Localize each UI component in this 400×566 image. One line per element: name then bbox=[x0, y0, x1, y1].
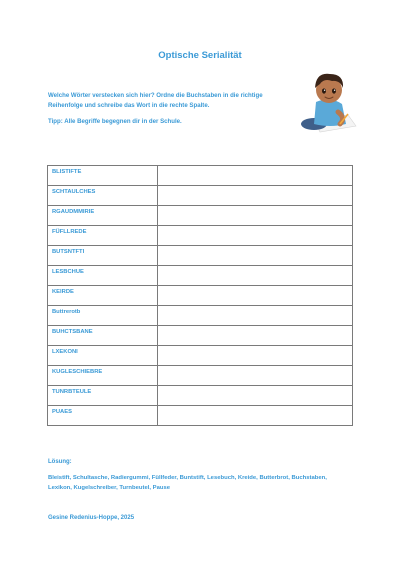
scrambled-word-cell: BLISTIFTE bbox=[48, 166, 158, 186]
scrambled-word-cell: KEIRDE bbox=[48, 286, 158, 306]
answer-cell[interactable] bbox=[157, 226, 352, 246]
scrambled-word-cell: PUAES bbox=[48, 406, 158, 426]
answer-cell[interactable] bbox=[157, 286, 352, 306]
answer-cell[interactable] bbox=[157, 366, 352, 386]
scrambled-word-cell: RGAUDMMIRIE bbox=[48, 206, 158, 226]
scrambled-word-cell: LESBCHUE bbox=[48, 266, 158, 286]
answer-cell[interactable] bbox=[157, 326, 352, 346]
table-row bbox=[48, 366, 353, 386]
child-writing-illustration bbox=[296, 68, 364, 134]
table-row bbox=[48, 326, 353, 346]
instructions-text: Welche Wörter verstecken sich hier? Ordne die Buchstaben in die richtige Reihenfolge und schreibe das Wort in die rechte Spalte. bbox=[48, 92, 263, 109]
solution-text: Bleistift, Schultasche, Radiergummi, Füllfeder, Buntstift, Lesebuch, Kreide, Butterbrot, Buchstaben, Lexikon, Kugelschreiber, Turnbeutel, Pause bbox=[48, 475, 327, 491]
scrambled-word-cell: TUNRBTEULE bbox=[48, 386, 158, 406]
table-row bbox=[48, 186, 353, 206]
answer-cell[interactable] bbox=[157, 406, 352, 426]
answer-cell[interactable] bbox=[157, 206, 352, 226]
answer-cell[interactable] bbox=[157, 346, 352, 366]
scrambled-word-cell: SCHTAULCHES bbox=[48, 186, 158, 206]
scrambled-word-cell: FÜFLLREDE bbox=[48, 226, 158, 246]
scrambled-word-cell: Buttrerotb bbox=[48, 306, 158, 326]
answer-cell[interactable] bbox=[157, 386, 352, 406]
solution-label: Lösung: bbox=[48, 459, 72, 465]
answer-cell[interactable] bbox=[157, 306, 352, 326]
answer-cell[interactable] bbox=[157, 166, 352, 186]
scrambled-word-cell: BUHCTSBANE bbox=[48, 326, 158, 346]
answer-cell[interactable] bbox=[157, 266, 352, 286]
scrambled-word-cell: BUTSNTFTI bbox=[48, 246, 158, 266]
table-row bbox=[48, 406, 353, 426]
table-row bbox=[48, 246, 353, 266]
table-row bbox=[48, 266, 353, 286]
table-row bbox=[48, 206, 353, 226]
table-row bbox=[48, 386, 353, 406]
page-title: Optische Serialität bbox=[158, 50, 242, 61]
author-credit: Gesine Redenius-Hoppe, 2025 bbox=[48, 515, 135, 521]
table-row bbox=[48, 306, 353, 326]
tip-text: Tipp: Alle Begriffe begegnen dir in der Schule. bbox=[48, 118, 182, 125]
answer-cell[interactable] bbox=[157, 246, 352, 266]
word-table bbox=[47, 165, 353, 426]
scrambled-word-cell: LXEKONI bbox=[48, 346, 158, 366]
answer-cell[interactable] bbox=[157, 186, 352, 206]
table-row bbox=[48, 166, 353, 186]
table-row bbox=[48, 346, 353, 366]
table-row bbox=[48, 226, 353, 246]
scrambled-word-cell: KUGLESCHIEBRE bbox=[48, 366, 158, 386]
table-row bbox=[48, 286, 353, 306]
